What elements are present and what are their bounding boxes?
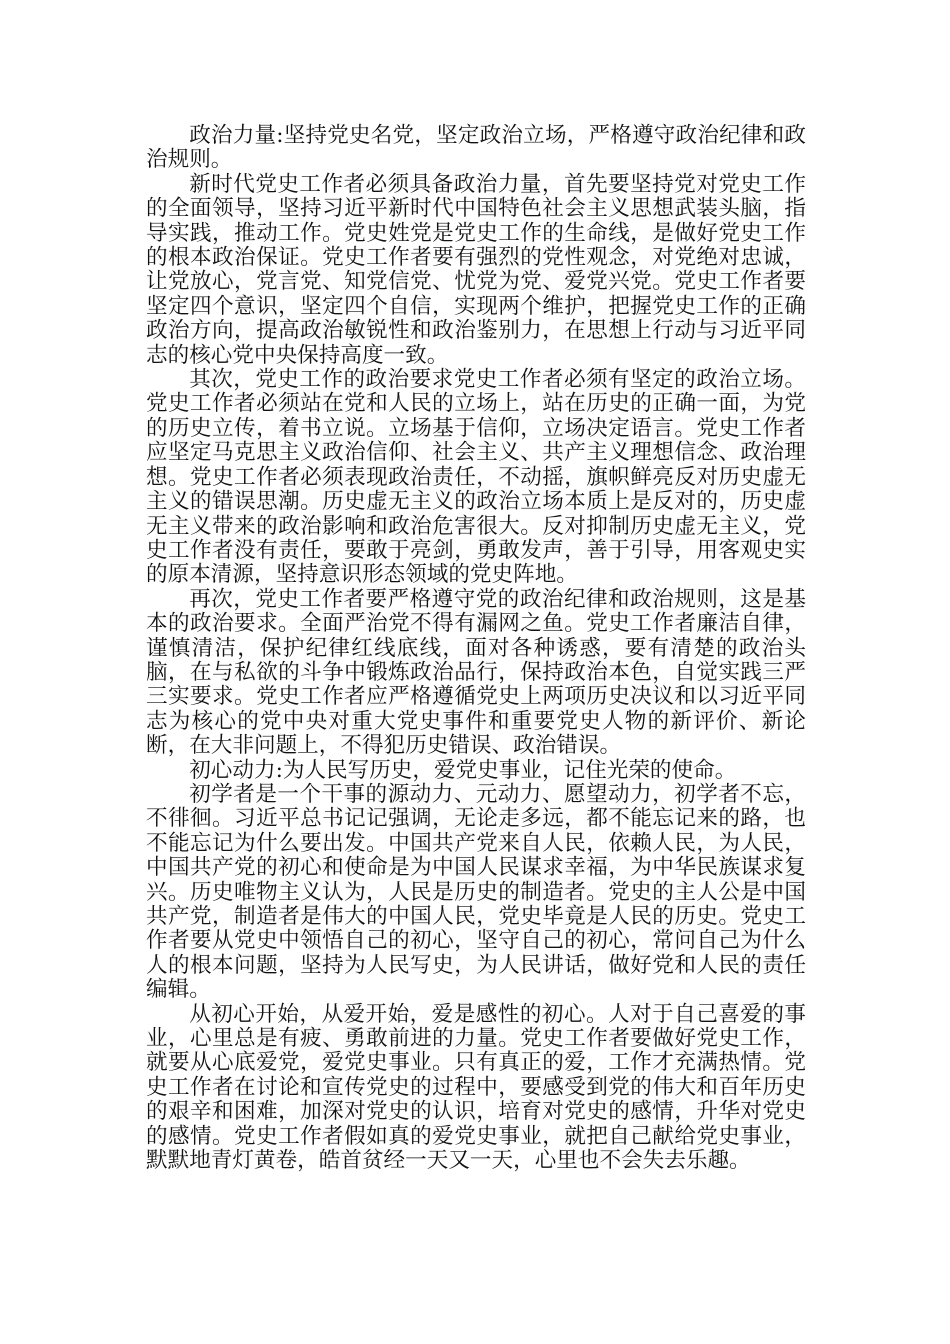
paragraph-original-motivation-heading: 初心动力:为人民写历史，爱党史事业，记住光荣的使命。 [189, 757, 737, 783]
paragraph: 其次，党史工作的政治要求党史工作者必须有坚定的政治立场。党史工作者必须站在党和人民的立场上，站在历史的正确一面，为党的历史立传，着书立说。立场基于信仰，立场决定语言。党史工作者应坚定马克思主义政治信仰、社会主义、共产主义理想信念、政治理想。党史工作者必须表现政治责任，不动摇，旗帜鲜亮反对历史虚无主义的错误思潮。历史虚无主义的政治立场本质上是反对的，历史虚无主义带来的政治影响和政治危害很大。反对抑制历史虚无主义，党史工作者没有责任，要敢于亮剑，勇敢发声，善于引导，用客观史实的原本清源，坚持意识形态领域的党史阵地。 [146, 367, 806, 588]
paragraph-political-strength-heading: 政治力量:坚持党史名党，坚定政治立场，严格遵守政治纪律和政治规则。 [146, 123, 806, 173]
document-body [146, 124, 806, 1173]
paragraph: 新时代党史工作者必须具备政治力量，首先要坚持党对党史工作的全面领导，坚持习近平新时代中国特色社会主义思想武装头脑，指导实践，推动工作。党史姓党是党史工作的生命线，是做好党史工作的根本政治保证。党史工作者要有强烈的党性观念，对党绝对忠诚，让党放心，党言党、知党信党、忧党为党、爱党兴党。党史工作者要坚定四个意识，坚定四个自信，实现两个维护，把握党史工作的正确政治方向，提高政治敏锐性和政治鉴别力，在思想上行动与习近平同志的核心党中央保持高度一致。 [146, 171, 806, 368]
paragraph: 初学者是一个干事的源动力、元动力、愿望动力，初学者不忘，不徘徊。习近平总书记记强调，无论走多远，都不能忘记来的路，也不能忘记为什么要出发。中国共产党来自人民，依赖人民，为人民，中国共产党的初心和使命是为中国人民谋求幸福，为中华民族谋求复兴。历史唯物主义认为，人民是历史的制造者。党史的主人公是中国共产党，制造者是伟大的中国人民，党史毕竟是人民的历史。党史工作者要从党史中领悟自己的初心，坚守自己的初心，常问自己为什么人的根本问题，坚持为人民写史，为人民讲话，做好党和人民的责任编辑。 [146, 781, 806, 1003]
paragraph: 从初心开始，从爱开始，爱是感性的初心。人对于自己喜爱的事业，心里总是有疲、勇敢前进的力量。党史工作者要做好党史工作，就要从心底爱党，爱党史事业。只有真正的爱，工作才充满热情。党史工作者在讨论和宣传党史的过程中，要感受到党的伟大和百年历史的艰辛和困难，加深对党史的认识，培育对党史的感情，升华对党史的感情。党史工作者假如真的爱党史事业，就把自己献给党史事业，默默地青灯黄卷，皓首贫经一天又一天，心里也不会失去乐趣。 [146, 1001, 806, 1174]
paragraph: 再次，党史工作者要严格遵守党的政治纪律和政治规则，这是基本的政治要求。全面严治党不得有漏网之鱼。党史工作者廉洁自律，谨慎清洁，保护纪律红线底线，面对各种诱惑，要有清楚的政治头脑，在与私欲的斗争中锻炼政治品行，保持政治本色，自觉实践三严三实要求。党史工作者应严格遵循党史上两项历史决议和以习近平同志为核心的党中央对重大党史事件和重要党史人物的新评价、新论断，在大非问题上，不得犯历史错误、政治错误。 [146, 586, 806, 759]
